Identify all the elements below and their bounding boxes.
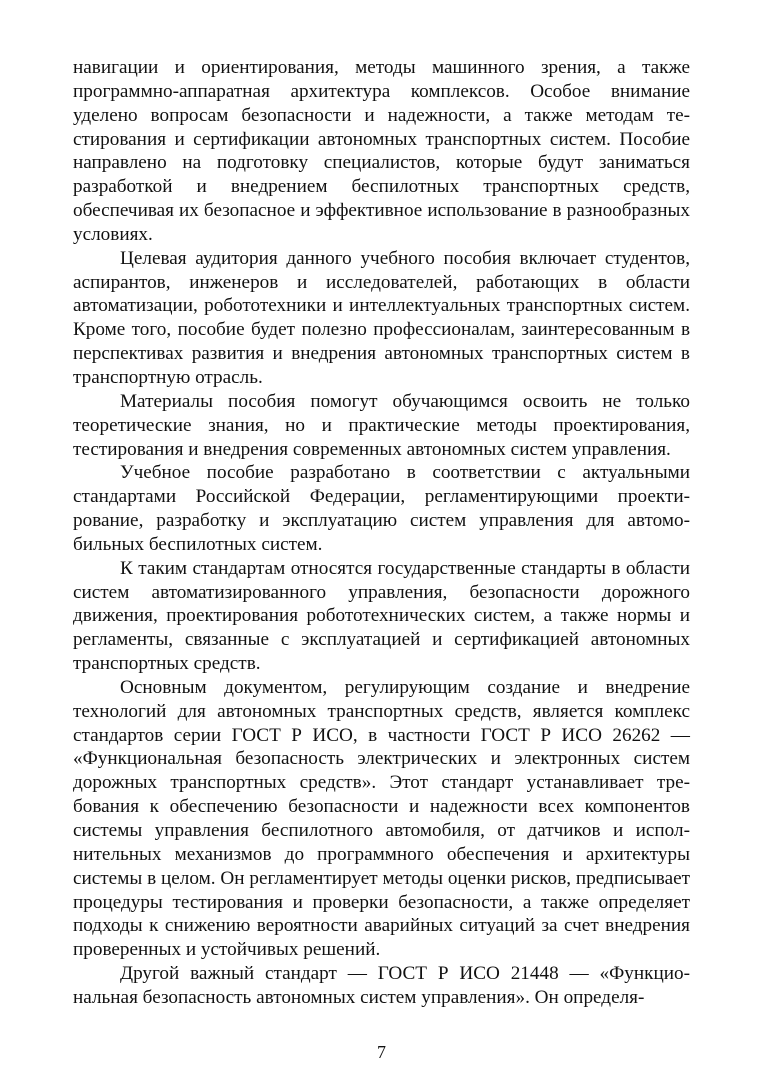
paragraph-1: навигации и ориентирования, методы машинного зрения, а также программно-аппаратная архитектура комплексов. Особое внимание уделено вопросам безопасности и надежности, а также методам тестирования и сертификации автономных транспортных систем. Пособие направлено на подготовку специалистов, которые будут заниматься разработкой и внедрением беспилотных транспортных средств, обеспечивая их безопасное и эффективное использование в разнообразных условиях. xyxy=(73,57,690,245)
paragraph-5: К таким стандартам относятся государственные стандарты в области систем автоматизированного управления, безопасности дорожного движения, проектирования робототехнических систем, а также нормы и регламенты, связанные с эксплуатацией и сертификацией автономных транспортных средств. xyxy=(73,557,690,675)
page-number: 7 xyxy=(377,1042,386,1062)
paragraph-4: Учебное пособие разработано в соответствии с актуальными стандартами Российской Федерации, регламентирующими проектирование, разработку и эксплуатацию систем управления для автомобильных беспилотных систем. xyxy=(73,462,690,555)
paragraph-3: Материалы пособия помогут обучающимся освоить не только теоретические знания, но и практические методы проектирования, тестирования и внедрения современных автономных систем управления. xyxy=(73,390,690,460)
paragraph-2: Целевая аудитория данного учебного пособия включает студентов, аспирантов, инженеров и исследователей, работающих в области автоматизации, робототехники и интеллектуальных транспортных систем. Кроме того, пособие будет полезно профессионалам, заинтересованным в перспективах развития и внедрения автономных транспортных систем в транспортную отрасль. xyxy=(73,247,690,388)
body-text xyxy=(73,56,690,1010)
paragraph-7: Другой важный стандарт — ГОСТ Р ИСО 21448 — «Функциональная безопасность автономных систем управления». Он определя- xyxy=(73,963,690,1008)
paragraph-6: Основным документом, регулирующим создание и внедрение технологий для автономных транспортных средств, является комплекс стандартов серии ГОСТ Р ИСО, в частности ГОСТ Р ИСО 26262 — «Функциональная безопасность электрических и электронных систем дорожных транспортных средств». Этот стандарт устанавливает требования к обеспечению безопасности и надежности всех компонентов системы управления беспилотного автомобиля, от датчиков и исполнительных механизмов до программного обеспечения и архитектуры системы в целом. Он регламентирует методы оценки рисков, предписывает процедуры тестирования и проверки безопасности, а также определяет подходы к снижению вероятности аварийных ситуаций за счет внедрения проверенных и устойчивых решений. xyxy=(73,676,690,961)
